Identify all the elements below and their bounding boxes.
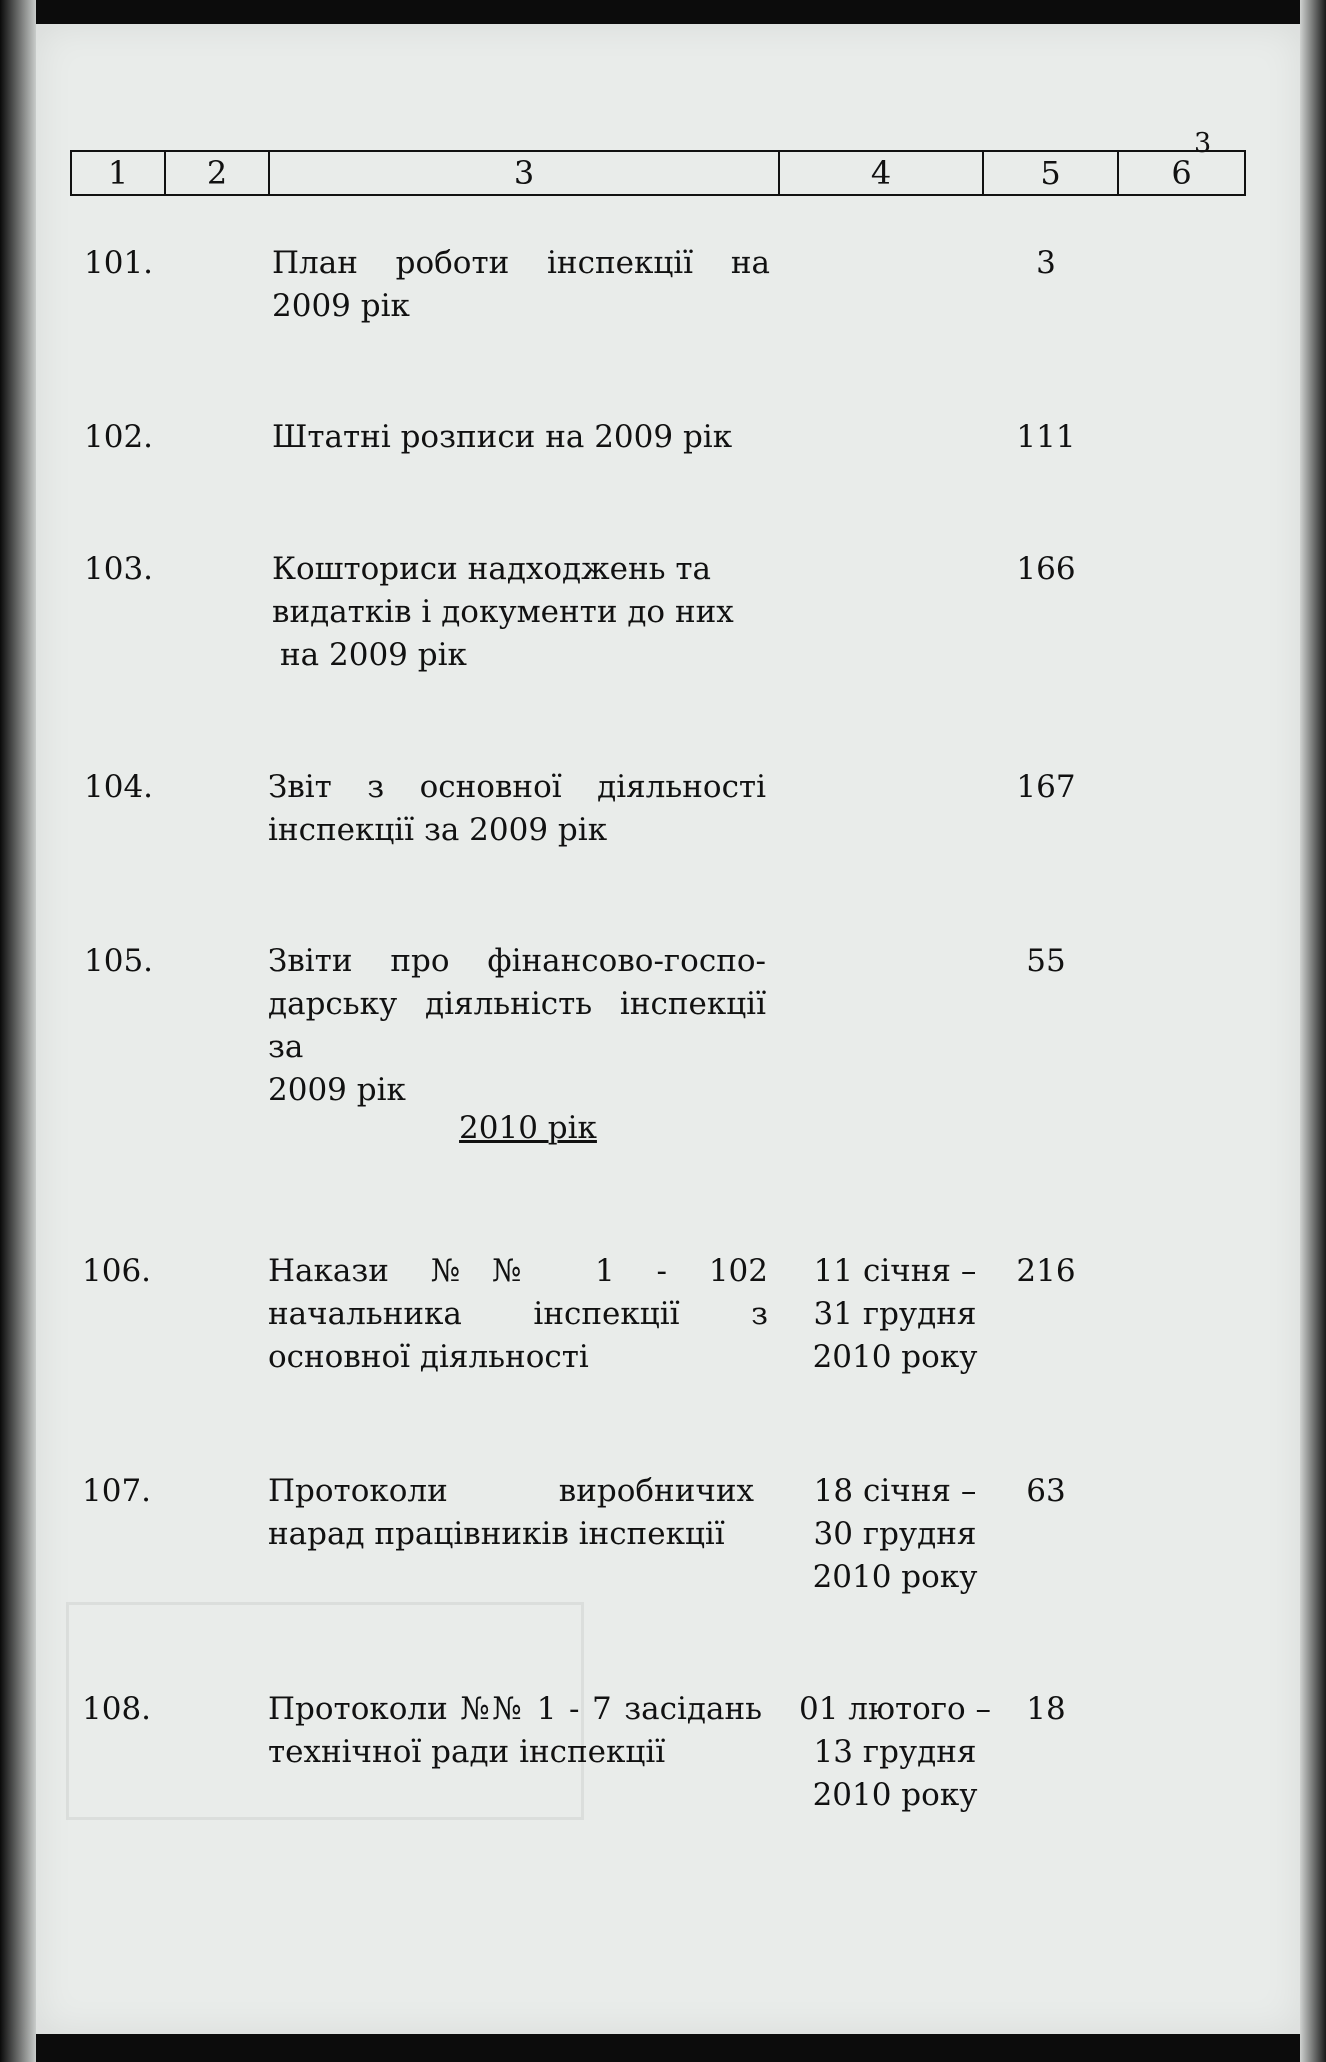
entry-number: 101. [84,245,154,281]
entry-number: 104. [84,769,154,805]
entry-number: 105. [84,943,154,979]
entry-pages: 167 [1016,769,1076,805]
entry-title: Протоколи №№ 1 - 7 засідань технічної ради інспекції [268,1691,762,1770]
title-line: видатків і документи до них [272,594,734,630]
page-number: 3 [1194,128,1212,159]
entry-title: План роботи інспекції на 2009 рік [272,245,770,324]
entry-pages: 3 [1036,245,1056,281]
entry-title: Штатні розписи на 2009 рік [272,419,733,455]
entry-pages: 216 [1016,1253,1076,1289]
column-header-table [70,150,1246,196]
column-header-6: 6 [1118,151,1245,195]
entry-pages: 166 [1016,551,1076,587]
entry-pages: 111 [1016,419,1076,455]
date-line: 11 січня – [813,1253,977,1289]
year-section-heading: 2010 рік [459,1110,597,1146]
column-header-4: 4 [779,151,983,195]
column-header-5: 5 [983,151,1118,195]
date-line: 30 грудня [813,1516,977,1552]
entry-number: 106. [82,1253,152,1289]
title-line: на 2009 рік [280,637,467,673]
entry-title [272,548,770,677]
title-line: Кошториси надходжень та [272,551,712,587]
date-line: 31 грудня [813,1296,977,1332]
date-line: 2010 року [812,1559,978,1595]
title-line: Звіти про фінансово-госпо- [268,943,766,979]
date-line: 2010 року [812,1339,978,1375]
date-line: 01 лютого – [798,1691,992,1727]
entry-number: 102. [84,419,154,455]
entry-title: Протоколи виробничих нарад працівників інспекції [268,1473,754,1552]
date-line: 13 грудня [813,1734,977,1770]
entry-number: 107. [82,1473,152,1509]
entry-title: Накази №№ 1 - 102 начальника інспекції з основної діяльності [268,1253,768,1375]
binding-edge [0,0,36,2062]
title-line: дарську діяльність інспекції за [268,986,766,1065]
entry-dates [780,1470,1010,1599]
date-line: 2010 року [812,1777,978,1813]
entry-number: 103. [84,551,154,587]
entry-title [268,940,766,1112]
entry-title: Звіт з основної діяльності інспекції за 2009 рік [268,769,766,848]
entry-dates [780,1688,1010,1817]
entry-pages: 18 [1026,1691,1066,1727]
entry-pages: 55 [1026,943,1066,979]
entry-number: 108. [82,1691,152,1727]
column-header-1: 1 [71,151,165,195]
column-header-3: 3 [269,151,779,195]
page-edge [1300,0,1326,2062]
bleed-through-stamp [66,1602,584,1820]
column-header-2: 2 [165,151,269,195]
title-line: 2009 рік [268,1072,406,1108]
entry-pages: 63 [1026,1473,1066,1509]
date-line: 18 січня – [813,1473,977,1509]
entry-dates [780,1250,1010,1379]
document-page [36,24,1302,2034]
